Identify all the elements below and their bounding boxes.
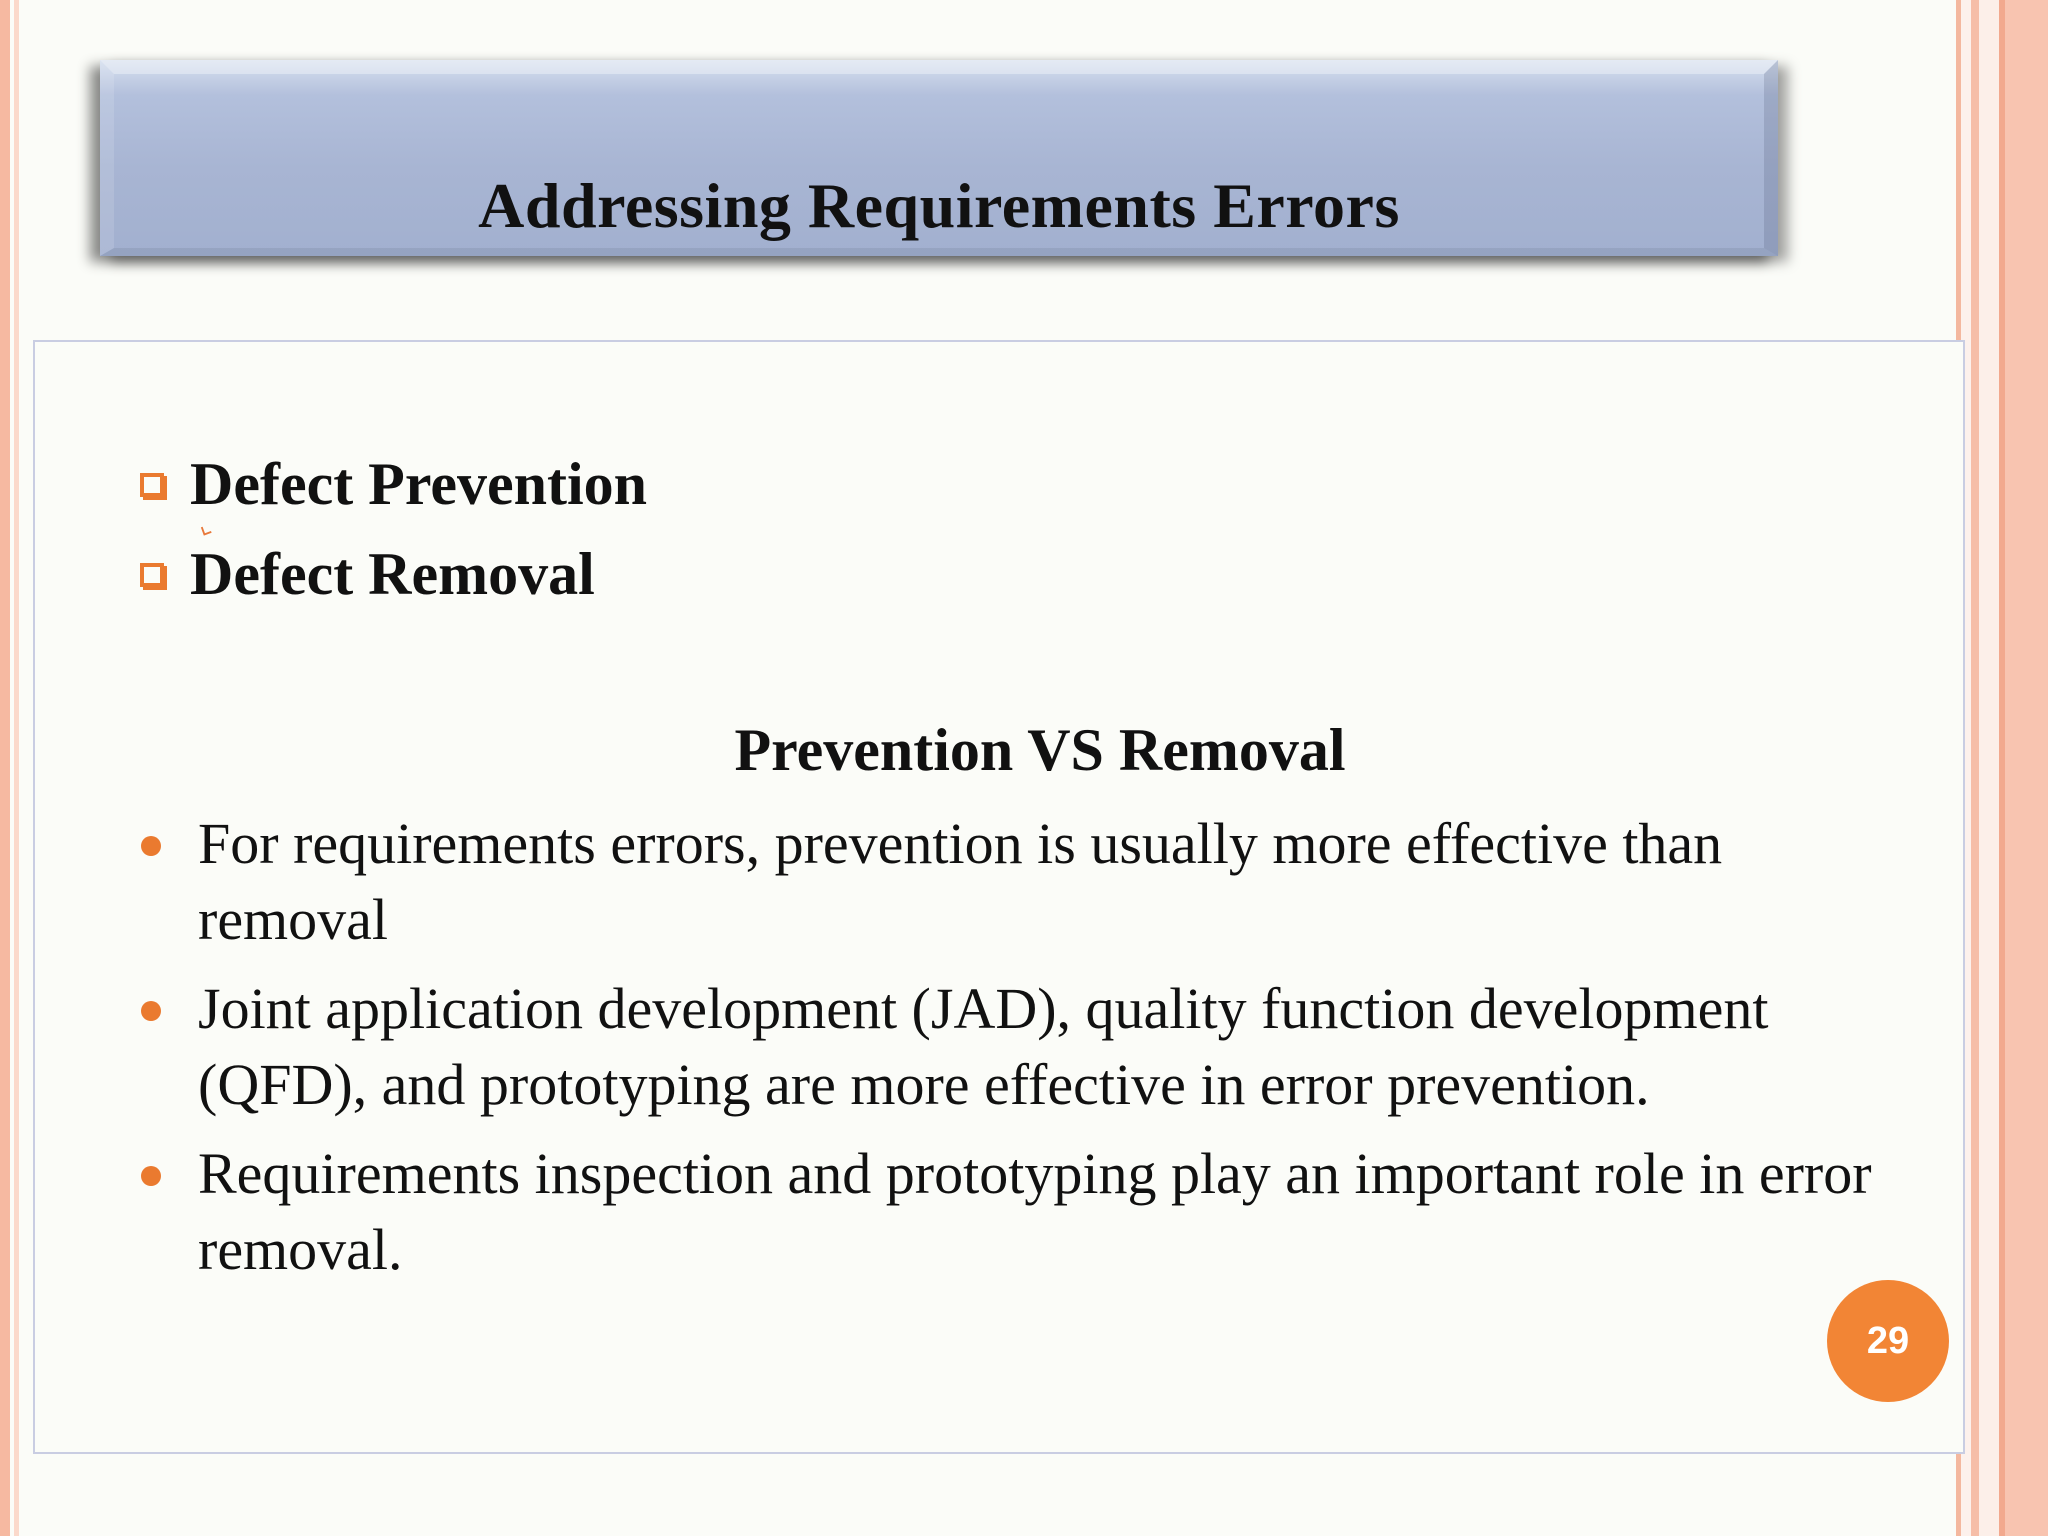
bullet-item: Joint application development (JAD), quality function development (QFD), and prototyping are more effective in error prevention. xyxy=(198,976,1769,1117)
checklist-item-prevention xyxy=(140,450,647,519)
checkbox-square-icon xyxy=(140,563,164,587)
checklist-label: Defect Prevention xyxy=(190,451,648,517)
page-number-badge: 29 xyxy=(1827,1280,1949,1402)
slide-title: Addressing Requirements Errors xyxy=(478,170,1400,241)
cursor-mark-icon: ⌞ xyxy=(193,508,215,542)
checklist-item-removal xyxy=(140,540,595,609)
bullet-item: For requirements errors, prevention is usually more effective than removal xyxy=(198,811,1723,952)
bullet-dot-icon xyxy=(141,836,161,856)
checkbox-square-icon xyxy=(140,473,164,497)
title-banner xyxy=(100,60,1778,256)
bullet-dot-icon xyxy=(141,1001,161,1021)
section-subheading: Prevention VS Removal xyxy=(734,717,1346,783)
bullet-item: Requirements inspection and prototyping play an important role in error removal. xyxy=(198,1141,1872,1282)
checklist-label: Defect Removal xyxy=(190,541,595,607)
bullet-dot-icon xyxy=(141,1166,161,1186)
